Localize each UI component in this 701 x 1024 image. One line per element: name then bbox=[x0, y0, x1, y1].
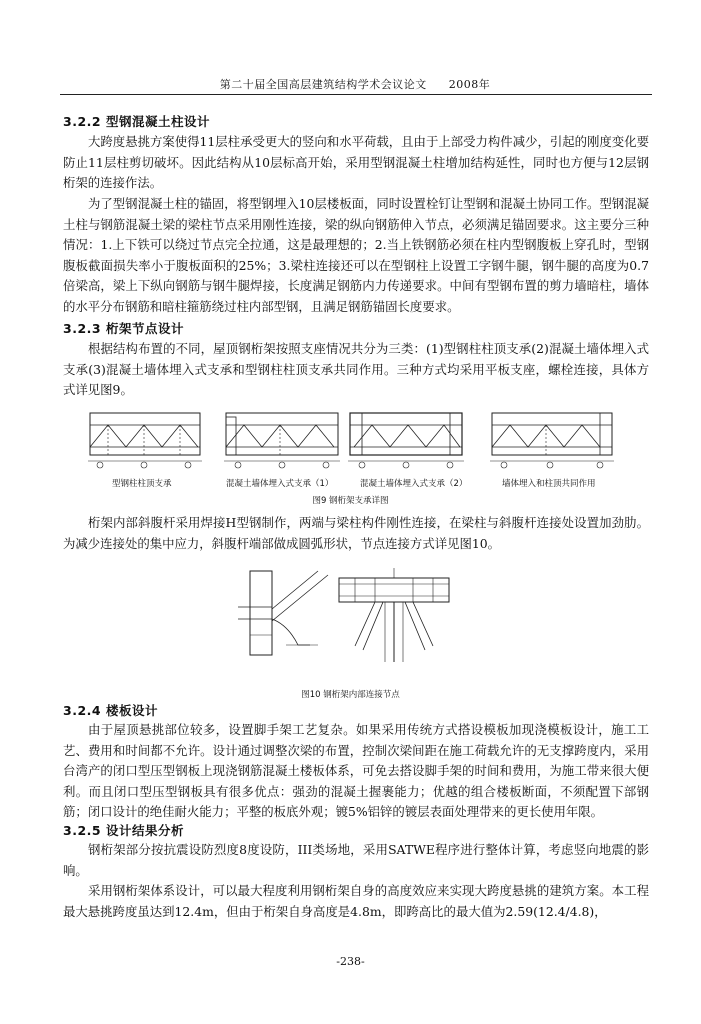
paragraph-325-2: 采用钢桁架体系设计，可以最大程度利用钢桁架自身的高度效应来实现大跨度悬挑的建筑方案。本工程最大悬挑跨度虽达到12.4m，但由于桁架自身高度是4.8m，即跨高比的最大值为2.59(12.4/4.8)， bbox=[63, 883, 649, 919]
figure-10-node-drawing-left bbox=[238, 565, 330, 660]
figure-9-truss-support-drawings bbox=[88, 407, 618, 473]
paragraph-324-1: 由于屋顶悬挑部位较多，设置脚手架工艺复杂。如果采用传统方式搭设模板加现浇模板设计，施工工艺、费用和时间都不允许。设计通过调整次梁的布置，控制次梁间距在施工荷载允许的无支撑跨度内，采用台湾产的闭口型压型钢板上现浇钢筋混凝土楼板体系，可免去搭设脚手架的时间和费用，为施工带来很大便利。而且闭口型压型钢板具有很多优点：强劲的混凝土握裹能力；优越的组合楼板断面，不须配置下部钢筋；闭口设计的绝佳耐火能力；平整的板底外观；镀5%铝锌的镀层表面处理带来的更长使用年限。 bbox=[63, 722, 649, 819]
figure-10-caption: 图10 钢桁架内部连接节点 bbox=[301, 690, 400, 700]
paragraph-322-1: 大跨度悬挑方案使得11层柱承受更大的竖向和水平荷载，且由于上部受力构件减少，引起的刚度变化要防止11层柱剪切破坏。因此结构从10层标高开始，采用型钢混凝土柱增加结构延性，同时也方便与12层钢桁架的连接作法。 bbox=[63, 134, 649, 190]
section-heading-325: 3.2.5 设计结果分析 bbox=[63, 823, 184, 838]
header-year: 2008年 bbox=[448, 78, 491, 91]
section-heading-323: 3.2.3 桁架节点设计 bbox=[63, 321, 184, 336]
paragraph-323-1: 根据结构布置的不同，屋顶钢桁架按照支座情况共分为三类：(1)型钢柱柱顶支承(2)混凝土墙体埋入式支承(3)混凝土墙体埋入式支承和型钢柱柱顶支承共同作用。三种方式均采用平板支座，螺栓连接，具体方式详见图9。 bbox=[63, 341, 649, 397]
figure-9-subcaption-4: 墙体埋入和柱顶共同作用 bbox=[502, 479, 596, 489]
paragraph-323-2: 桁架内部斜腹杆采用焊接H型钢制作，两端与梁柱构件刚性连接，在梁柱与斜腹杆连接处设置加劲肋。为减少连接处的集中应力，斜腹杆端部做成圆弧形状，节点连接方式详见图10。 bbox=[63, 515, 649, 551]
truss-drawing-2 bbox=[224, 413, 340, 468]
paragraph-325-1: 钢桁架部分按抗震设防烈度8度设防，III类场地，采用SATWE程序进行整体计算，考虑竖向地震的影响。 bbox=[63, 842, 649, 878]
figure-9-subcaption-1: 型钢柱柱顶支承 bbox=[112, 479, 172, 489]
figure-10-node-drawing-right bbox=[335, 566, 452, 666]
running-header bbox=[60, 76, 650, 92]
paragraph-322-2: 为了型钢混凝土柱的锚固，将型钢埋入10层楼板面，同时设置栓钉让型钢和混凝土协同工作。型钢混凝土柱与钢筋混凝土梁的梁柱节点采用刚性连接，梁的纵向钢筋伸入节点，必须满足锚固要求。这主要分三种情况：1.上下铁可以绕过节点完全拉通，这是最理想的；2.当上铁钢筋必须在柱内型钢腹板上穿孔时，型钢腹板截面损失率小于腹板面积的25%；3.梁柱连接还可以在型钢柱上设置工字钢牛腿，钢牛腿的高度为0.7倍梁高，梁上下纵向钢筋与钢牛腿焊接，长度满足钢筋内力传递要求。中间有型钢布置的剪力墙暗柱，墙体的水平分布钢筋和暗柱箍筋绕过柱内部型钢，且满足钢筋锚固长度要求。 bbox=[63, 196, 649, 314]
truss-drawing-1 bbox=[88, 413, 202, 468]
truss-drawing-3 bbox=[348, 413, 464, 468]
header-title: 第二十届全国高层建筑结构学术会议论文 bbox=[219, 78, 427, 91]
header-rule bbox=[60, 94, 652, 95]
figure-9-subcaption-2: 混凝土墙体埋入式支承（1） bbox=[226, 479, 334, 489]
section-heading-322: 3.2.2 型钢混凝土柱设计 bbox=[63, 114, 210, 129]
figure-9-subcaption-3: 混凝土墙体埋入式支承（2） bbox=[360, 479, 468, 489]
truss-drawing-4 bbox=[490, 413, 614, 468]
figure-9-caption: 图9 钢桁架支承详图 bbox=[312, 496, 389, 506]
page-number: -238- bbox=[336, 955, 365, 968]
section-heading-324: 3.2.4 楼板设计 bbox=[63, 703, 158, 718]
